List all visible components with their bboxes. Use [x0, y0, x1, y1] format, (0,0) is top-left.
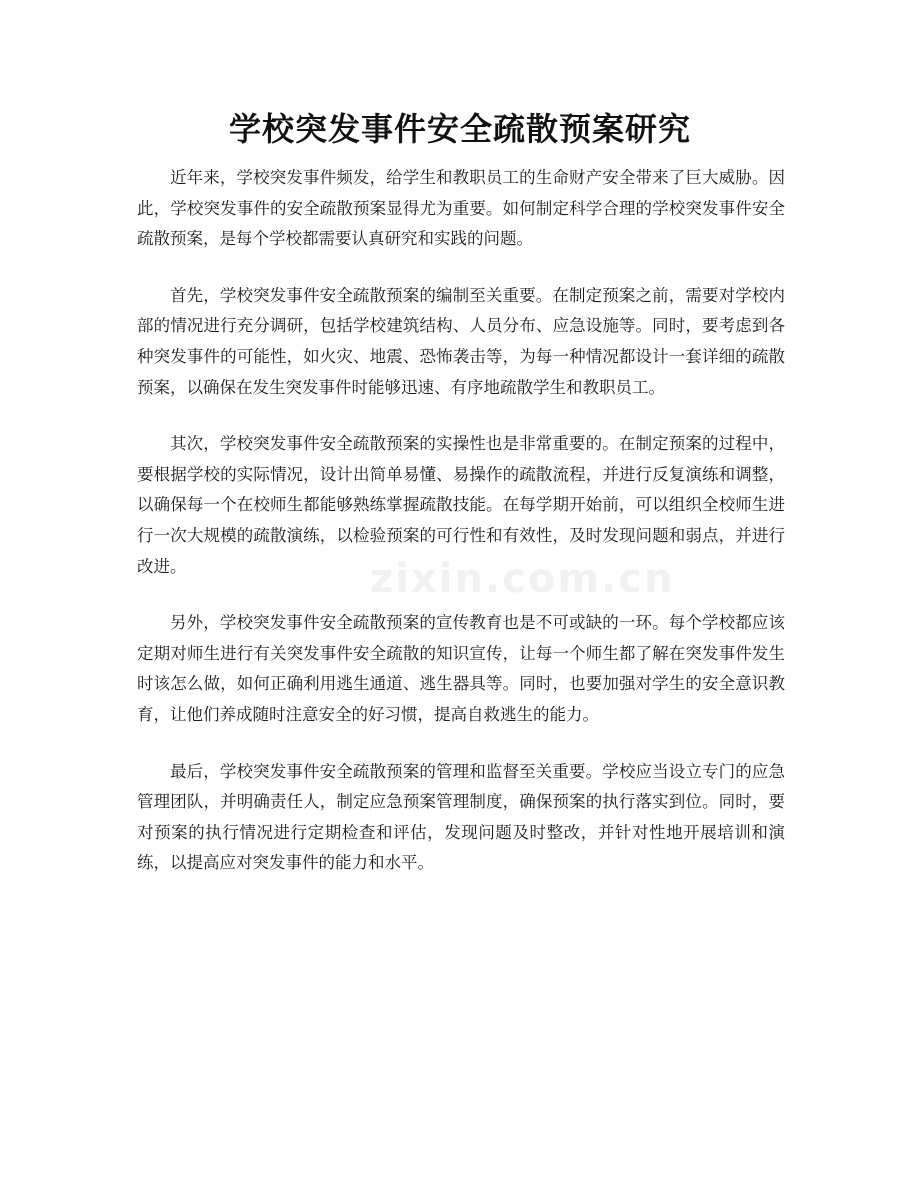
document-body: [137, 155, 785, 905]
paragraph-second: 其次，学校突发事件安全疏散预案的实操性也是非常重要的。在制定预案的过程中，要根据学校的实际情况，设计出简单易懂、易操作的疏散流程，并进行反复演练和调整，以确保每一个在校师生都能够熟练掌握疏散技能。在每学期开始前，可以组织全校师生进行一次大规模的疏散演练，以检验预案的可行性和有效性，及时发现问题和弱点，并进行改进。: [137, 434, 785, 576]
paragraph-last: 最后，学校突发事件安全疏散预案的管理和监督至关重要。学校应当设立专门的应急管理团队，并明确责任人，制定应急预案管理制度，确保预案的执行落实到位。同时，要对预案的执行情况进行定期检查和评估，发现问题及时整改，并针对性地开展培训和演练，以提高应对突发事件的能力和水平。: [137, 761, 785, 873]
paragraph-first: 首先，学校突发事件安全疏散预案的编制至关重要。在制定预案之前，需要对学校内部的情况进行充分调研，包括学校建筑结构、人员分布、应急设施等。同时，要考虑到各种突发事件的可能性，如火灾、地震、恐怖袭击等，为每一种情况都设计一套详细的疏散预案，以确保在发生突发事件时能够迅速、有序地疏散学生和教职员工。: [137, 285, 785, 397]
paragraph-another: 另外，学校突发事件安全疏散预案的宣传教育也是不可或缺的一环。每个学校都应该定期对师生进行有关突发事件安全疏散的知识宣传，让每一个师生都了解在突发事件发生时该怎么做，如何正确利用逃生通道、逃生器具等。同时，也要加强对学生的安全意识教育，让他们养成随时注意安全的好习惯，提高自救逃生的能力。: [137, 613, 785, 724]
document-title: 学校突发事件安全疏散预案研究: [228, 110, 691, 148]
watermark: zixin.com.cn: [370, 556, 675, 602]
paragraph-intro: 近年来，学校突发事件频发，给学生和教职员工的生命财产安全带来了巨大威胁。因此，学校突发事件的安全疏散预案显得尤为重要。如何制定科学合理的学校突发事件安全疏散预案，是每个学校都需要认真研究和实践的问题。: [137, 168, 785, 249]
